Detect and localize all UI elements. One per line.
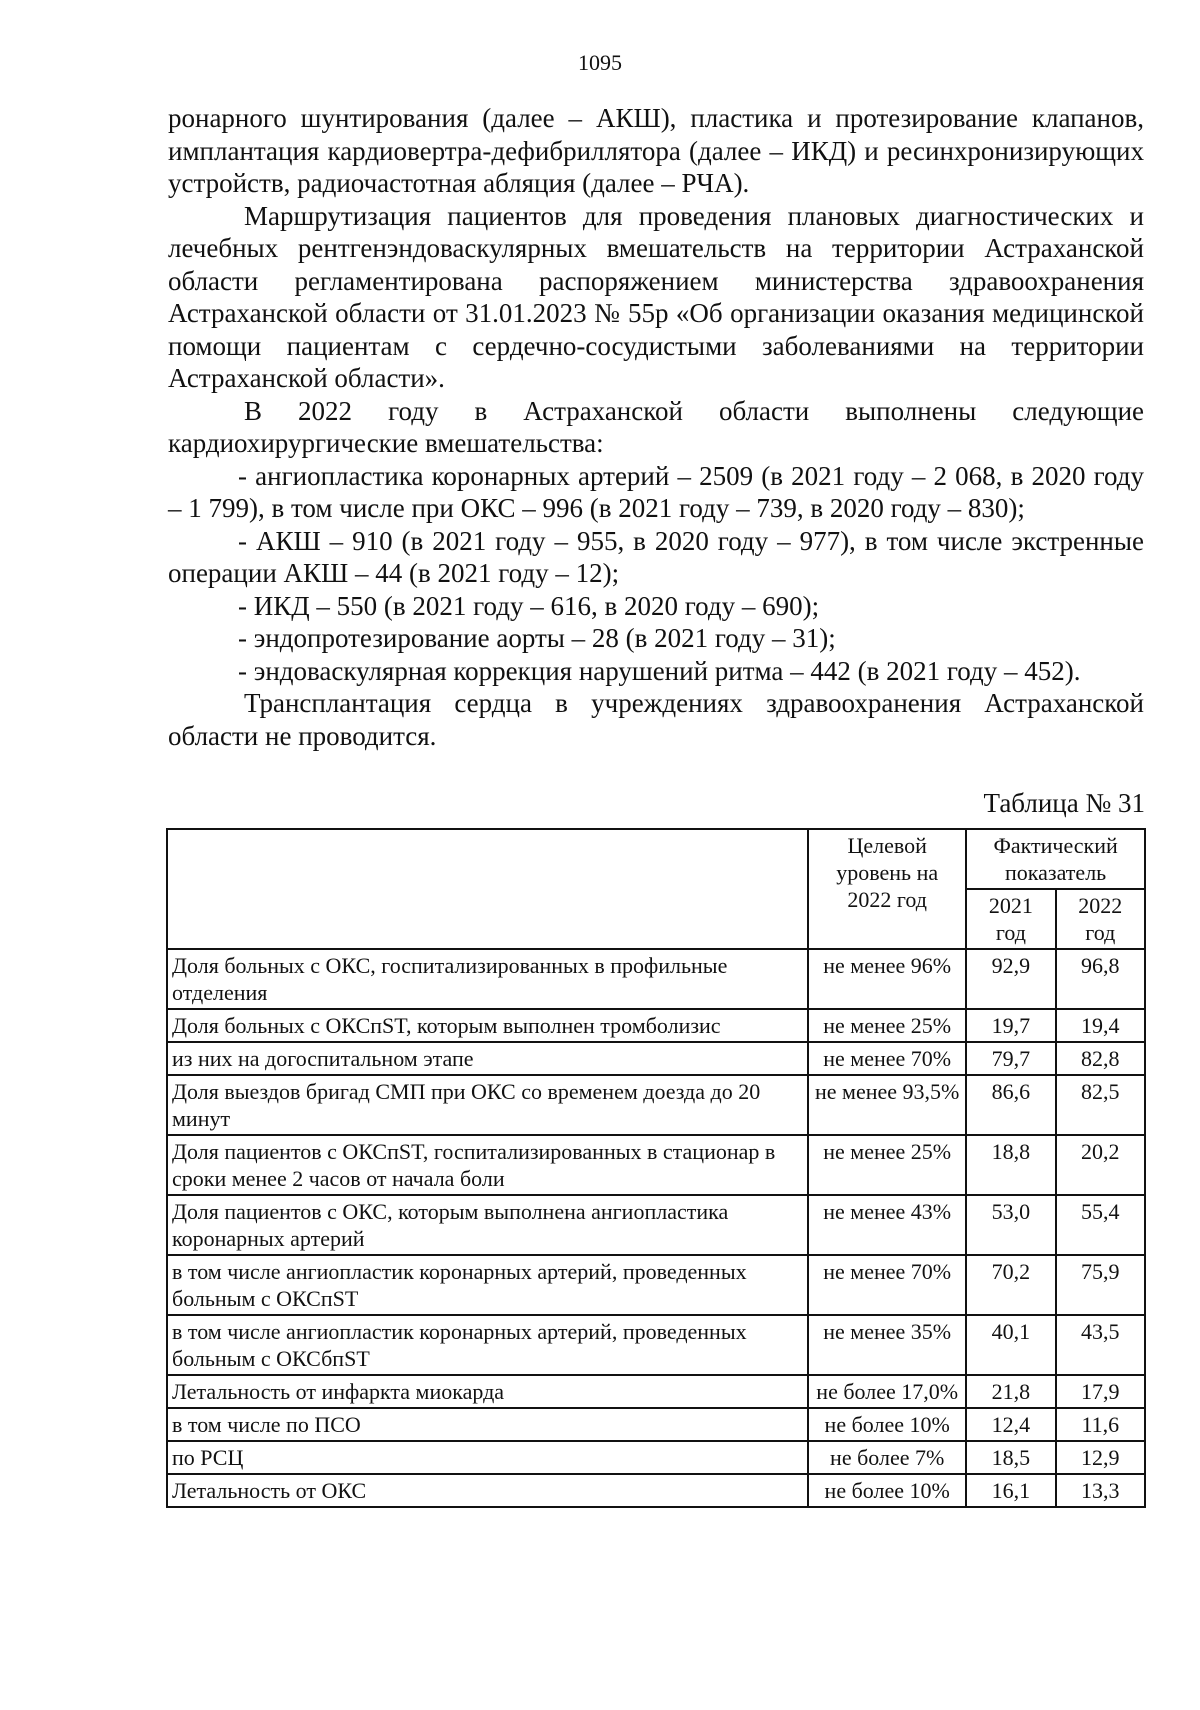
target-cell: не менее 93,5% <box>808 1075 966 1135</box>
header-year-2022: 2022 год <box>1056 889 1145 949</box>
value-2022-cell: 17,9 <box>1056 1375 1145 1408</box>
indicator-cell: по РСЦ <box>167 1441 808 1474</box>
table-row <box>167 1375 1145 1408</box>
value-2021-cell: 79,7 <box>966 1042 1055 1075</box>
header-target: Целевой уровень на 2022 год <box>808 829 966 949</box>
header-indicator <box>167 829 808 949</box>
header-actual: Фактический показатель <box>966 829 1145 889</box>
value-2022-cell: 82,5 <box>1056 1075 1145 1135</box>
value-2022-cell: 13,3 <box>1056 1474 1145 1507</box>
header-year-2021: 2021 год <box>966 889 1055 949</box>
target-cell: не менее 43% <box>808 1195 966 1255</box>
indicator-cell: Летальность от ОКС <box>167 1474 808 1507</box>
target-cell: не менее 25% <box>808 1135 966 1195</box>
body-text <box>168 102 1144 752</box>
target-cell: не менее 70% <box>808 1255 966 1315</box>
indicator-cell: Доля больных с ОКС, госпитализированных в профильные отделения <box>167 949 808 1009</box>
table-row <box>167 1135 1145 1195</box>
table-body <box>167 949 1145 1507</box>
value-2021-cell: 40,1 <box>966 1315 1055 1375</box>
page-number: 1095 <box>578 50 622 75</box>
indicator-cell: в том числе ангиопластик коронарных артерий, проведенных больным с ОКСбпST <box>167 1315 808 1375</box>
target-cell: не более 17,0% <box>808 1375 966 1408</box>
value-2022-cell: 43,5 <box>1056 1315 1145 1375</box>
target-cell: не менее 70% <box>808 1042 966 1075</box>
list-item: - АКШ – 910 (в 2021 году – 955, в 2020 году – 977), в том числе экстренные операции АКШ – 44 (в 2021 году – 12); <box>168 525 1144 588</box>
paragraph: Трансплантация сердца в учреждениях здравоохранения Астраханской области не проводится. <box>168 688 1144 751</box>
value-2022-cell: 82,8 <box>1056 1042 1145 1075</box>
value-2022-cell: 11,6 <box>1056 1408 1145 1441</box>
table-row <box>167 1255 1145 1315</box>
indicator-cell: Доля пациентов с ОКСпST, госпитализированных в стационар в сроки менее 2 часов от начала боли <box>167 1135 808 1195</box>
table-row <box>167 1009 1145 1042</box>
indicator-cell: в том числе ангиопластик коронарных артерий, проведенных больным с ОКСпST <box>167 1255 808 1315</box>
list-item: - эндоваскулярная коррекция нарушений ритма – 442 (в 2021 году – 452). <box>238 655 1081 686</box>
table-caption: Таблица № 31 <box>983 788 1145 818</box>
indicator-cell: Доля пациентов с ОКС, которым выполнена ангиопластика коронарных артерий <box>167 1195 808 1255</box>
indicator-cell: Доля больных с ОКСпST, которым выполнен тромболизис <box>167 1009 808 1042</box>
value-2022-cell: 55,4 <box>1056 1195 1145 1255</box>
value-2021-cell: 70,2 <box>966 1255 1055 1315</box>
target-cell: не более 10% <box>808 1408 966 1441</box>
value-2021-cell: 16,1 <box>966 1474 1055 1507</box>
list-item: - ангиопластика коронарных артерий – 2509 (в 2021 году – 2 068, в 2020 году – 1 799), в том числе при ОКС – 996 (в 2021 году – 739, в 2020 году – 830); <box>168 460 1144 523</box>
value-2022-cell: 96,8 <box>1056 949 1145 1009</box>
list-item: - эндопротезирование аорты – 28 (в 2021 году – 31); <box>238 623 836 653</box>
value-2022-cell: 12,9 <box>1056 1441 1145 1474</box>
target-cell: не менее 35% <box>808 1315 966 1375</box>
target-cell: не менее 96% <box>808 949 966 1009</box>
paragraph: ронарного шунтирования (далее – АКШ), пластика и протезирование клапанов, имплантация кардиовертра-дефибриллятора (далее – ИКД) и ресинхронизирующих устройств, радиочастотная абляция (далее – РЧА). <box>168 103 1144 198</box>
value-2021-cell: 53,0 <box>966 1195 1055 1255</box>
indicator-cell: Летальность от инфаркта миокарда <box>167 1375 808 1408</box>
table-header-row <box>167 829 1145 889</box>
paragraph: Маршрутизация пациентов для проведения плановых диагностических и лечебных рентгенэндоваскулярных вмешательств на территории Астраханской области регламентирована распоряжением министерства здравоохранения Астраханской области от 31.01.2023 № 55р «Об организации оказания медицинской помощи пациентам с сердечно-сосудистыми заболеваниями на территории Астраханской области». <box>168 200 1144 393</box>
value-2021-cell: 12,4 <box>966 1408 1055 1441</box>
table-row <box>167 949 1145 1009</box>
value-2022-cell: 20,2 <box>1056 1135 1145 1195</box>
indicators-table <box>166 828 1146 1508</box>
table-row <box>167 1408 1145 1441</box>
value-2021-cell: 18,5 <box>966 1441 1055 1474</box>
target-cell: не более 10% <box>808 1474 966 1507</box>
target-cell: не менее 25% <box>808 1009 966 1042</box>
table-row <box>167 1315 1145 1375</box>
table-row <box>167 1042 1145 1075</box>
value-2021-cell: 19,7 <box>966 1009 1055 1042</box>
indicator-cell: из них на догоспитальном этапе <box>167 1042 808 1075</box>
value-2022-cell: 19,4 <box>1056 1009 1145 1042</box>
table-row <box>167 1075 1145 1135</box>
target-cell: не более 7% <box>808 1441 966 1474</box>
value-2021-cell: 21,8 <box>966 1375 1055 1408</box>
list-item: - ИКД – 550 (в 2021 году – 616, в 2020 году – 690); <box>238 590 820 621</box>
value-2022-cell: 75,9 <box>1056 1255 1145 1315</box>
paragraph: В 2022 году в Астраханской области выполнены следующие кардиохирургические вмешательства: <box>168 395 1144 458</box>
value-2021-cell: 86,6 <box>966 1075 1055 1135</box>
table-row <box>167 1441 1145 1474</box>
table-row <box>167 1474 1145 1507</box>
value-2021-cell: 92,9 <box>966 949 1055 1009</box>
indicator-cell: в том числе по ПСО <box>167 1408 808 1441</box>
indicator-cell: Доля выездов бригад СМП при ОКС со временем доезда до 20 минут <box>167 1075 808 1135</box>
table-row <box>167 1195 1145 1255</box>
value-2021-cell: 18,8 <box>966 1135 1055 1195</box>
